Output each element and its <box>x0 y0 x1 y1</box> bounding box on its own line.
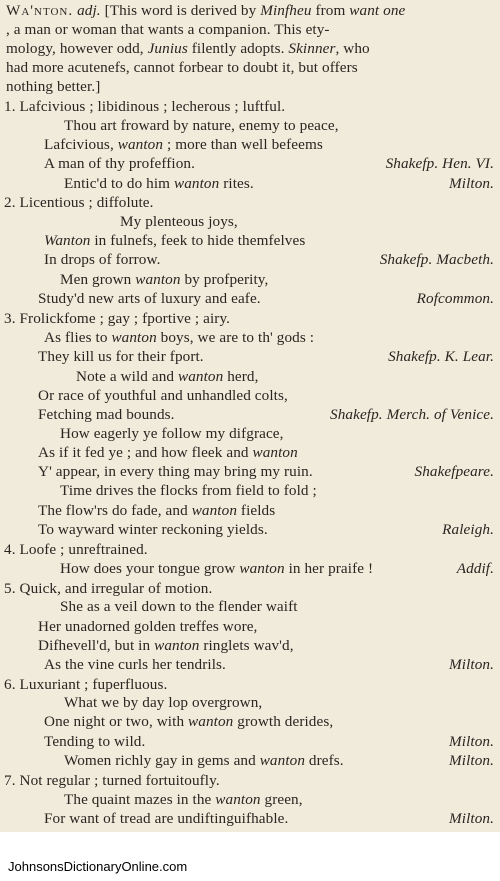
quotation-source: Shakefp. Hen. VI. <box>385 155 494 172</box>
quotation-text: Fetching mad bounds. <box>38 406 175 423</box>
site-credit: JohnsonsDictionaryOnline.com <box>8 859 188 874</box>
etymology-line-1: Wa'nton. adj. [This word is derived by Minfheu from want one <box>6 2 406 19</box>
quotation-text: The quaint mazes in the <box>64 791 216 808</box>
sense-number: 7. <box>4 772 20 789</box>
quotation-text: in fulnefs, feek to hide themfelves <box>90 232 306 249</box>
headword-in-quotation: wanton <box>188 713 234 730</box>
headword-in-quotation: wanton <box>191 502 238 519</box>
quotation-text: What we by day lop overgrown, <box>64 694 263 711</box>
headword-in-quotation: Wanton <box>44 232 91 249</box>
quotation-text: boys, we are to th' gods : <box>156 329 315 346</box>
sense-definition <box>4 541 148 559</box>
quotation-text: Lafcivious, <box>44 136 118 153</box>
quotation-source: Rofcommon. <box>416 290 494 307</box>
sense-definition <box>4 194 154 212</box>
sense-definition <box>4 772 220 790</box>
quotation-line <box>60 271 268 289</box>
quotation-line <box>60 560 373 578</box>
quotation-text: How eagerly ye follow my difgrace, <box>60 425 284 442</box>
quotation-line <box>64 752 344 770</box>
quotation-text: How does your tongue grow <box>60 560 240 577</box>
quotation-text: drefs. <box>305 752 344 769</box>
quotation-line <box>44 733 145 751</box>
quotation-text: They kill us for their fport. <box>38 348 204 365</box>
quotation-line <box>38 521 268 539</box>
quotation-line <box>38 463 313 481</box>
quotation-line <box>64 791 303 809</box>
quotation-line <box>64 175 254 193</box>
quotation-line <box>38 387 288 405</box>
quotation-line <box>44 329 314 347</box>
quotation-line <box>44 713 333 731</box>
definition-text: Not regular ; turned fortuitoufly. <box>19 772 220 789</box>
sense-number: 3. <box>4 310 20 327</box>
etymology-line-2: , a man or woman that wants a companion. This ety- <box>6 21 330 38</box>
quotation-text: ringlets wav'd, <box>199 637 294 654</box>
quotation-line <box>38 444 298 462</box>
quotation-source: Shakefpeare. <box>414 463 494 480</box>
headword: Wa'nton. <box>6 2 74 19</box>
quotation-text: by profperity, <box>180 271 269 288</box>
quotation-text: Entic'd to do him <box>64 175 174 192</box>
quotation-text: fields <box>237 502 276 519</box>
quotation-line <box>60 425 284 443</box>
headword-in-quotation: wanton <box>239 560 285 577</box>
quotation-line <box>38 618 257 636</box>
quotation-text: Thou art froward by nature, enemy to peace, <box>64 117 339 134</box>
quotation-line <box>120 213 238 231</box>
quotation-text: For want of tread are undiftinguifhable. <box>44 810 289 827</box>
quotation-line <box>38 348 204 366</box>
sense-number: 6. <box>4 676 20 693</box>
quotation-text: She as a veil down to the flender waift <box>60 598 298 615</box>
quotation-source: Milton. <box>449 810 494 827</box>
definition-text: Licentious ; diffolute. <box>19 194 154 211</box>
headword-in-quotation: wanton <box>117 136 164 153</box>
quotation-text: Men grown <box>60 271 136 288</box>
quotation-text: Women richly gay in gems and <box>64 752 260 769</box>
definition-text: Loofe ; unreftrained. <box>19 541 148 558</box>
quotation-text: As the vine curls her tendrils. <box>44 656 226 673</box>
headword-in-quotation: wanton <box>135 271 181 288</box>
sense-definition <box>4 676 167 694</box>
quotation-source: Shakefp. Merch. of Venice. <box>330 406 494 423</box>
quotation-text: My plenteous joys, <box>120 213 238 230</box>
quotation-text: Study'd new arts of luxury and eafe. <box>38 290 261 307</box>
definition-text: Frolickfome ; gay ; fportive ; airy. <box>19 310 231 327</box>
headword-in-quotation: wanton <box>259 752 306 769</box>
headword-in-quotation: wanton <box>174 175 220 192</box>
quotation-line <box>60 482 317 500</box>
quotation-text: Difhevell'd, but in <box>38 637 155 654</box>
quotation-line <box>64 694 262 712</box>
quotation-source: Milton. <box>449 175 494 192</box>
sense-definition <box>4 98 285 116</box>
quotation-text: ; more than well befeems <box>163 136 323 153</box>
quotation-line <box>44 136 323 154</box>
quotation-text: Tending to wild. <box>44 733 146 750</box>
quotation-line <box>44 251 160 269</box>
quotation-source: Raleigh. <box>442 521 494 538</box>
headword-in-quotation: wanton <box>215 791 261 808</box>
definition-text: Lafcivious ; libidinous ; lecherous ; luftful. <box>19 98 286 115</box>
quotation-source: Shakefp. K. Lear. <box>388 348 494 365</box>
headword-in-quotation: wanton <box>111 329 157 346</box>
quotation-text: green, <box>260 791 303 808</box>
quotation-text: To wayward winter reckoning yields. <box>38 521 268 538</box>
quotation-text: In drops of forrow. <box>44 251 161 268</box>
quotation-source: Milton. <box>449 752 494 769</box>
etymology-line-3: mology, however odd, Junius filently adopts. Skinner, who <box>6 40 370 57</box>
quotation-text: Or race of youthful and unhandled colts, <box>38 387 288 404</box>
headword-in-quotation: wanton <box>154 637 200 654</box>
quotation-line <box>38 502 275 520</box>
sense-number: 2. <box>4 194 20 211</box>
quotation-text: As flies to <box>44 329 112 346</box>
definition-text: Quick, and irregular of motion. <box>19 580 213 597</box>
sense-number: 4. <box>4 541 20 558</box>
quotation-text: A man of thy profeffion. <box>44 155 196 172</box>
etymology-line-5: nothing better.] <box>6 78 101 95</box>
quotation-line <box>76 368 259 386</box>
quotation-text: Her unadorned golden treffes wore, <box>38 618 258 635</box>
quotation-line <box>44 155 195 173</box>
quotation-line <box>38 290 261 308</box>
quotation-source: Milton. <box>449 656 494 673</box>
quotation-text: growth derides, <box>233 713 334 730</box>
quotation-source: Addif. <box>456 560 494 577</box>
quotation-text: herd, <box>223 368 259 385</box>
headword-in-quotation: wanton <box>252 444 298 461</box>
quotation-text: The flow'rs do fade, and <box>38 502 192 519</box>
etymology-line-4: had more acutenefs, cannot forbear to doubt it, but offers <box>6 59 358 76</box>
sense-definition <box>4 580 212 598</box>
quotation-line <box>44 232 305 250</box>
sense-definition <box>4 310 230 328</box>
quotation-text: Y' appear, in every thing may bring my ruin. <box>38 463 313 480</box>
quotation-line <box>44 656 226 674</box>
quotation-text: Time drives the flocks from field to fold ; <box>60 482 317 499</box>
quotation-text: rites. <box>219 175 254 192</box>
quotation-line <box>38 637 294 655</box>
quotation-line <box>38 406 175 424</box>
quotation-line <box>64 117 339 135</box>
quotation-text: As if it fed ye ; and how fleek and <box>38 444 253 461</box>
quotation-source: Milton. <box>449 733 494 750</box>
sense-number: 1. <box>4 98 20 115</box>
quotation-text: Note a wild and <box>76 368 178 385</box>
quotation-text: in her praife ! <box>284 560 374 577</box>
quotation-line <box>60 598 298 616</box>
quotation-source: Shakefp. Macbeth. <box>379 251 494 268</box>
quotation-text: One night or two, with <box>44 713 189 730</box>
part-of-speech: adj. <box>77 2 101 19</box>
sense-number: 5. <box>4 580 20 597</box>
definition-text: Luxuriant ; fuperfluous. <box>19 676 168 693</box>
quotation-line <box>44 810 288 828</box>
headword-in-quotation: wanton <box>177 368 224 385</box>
